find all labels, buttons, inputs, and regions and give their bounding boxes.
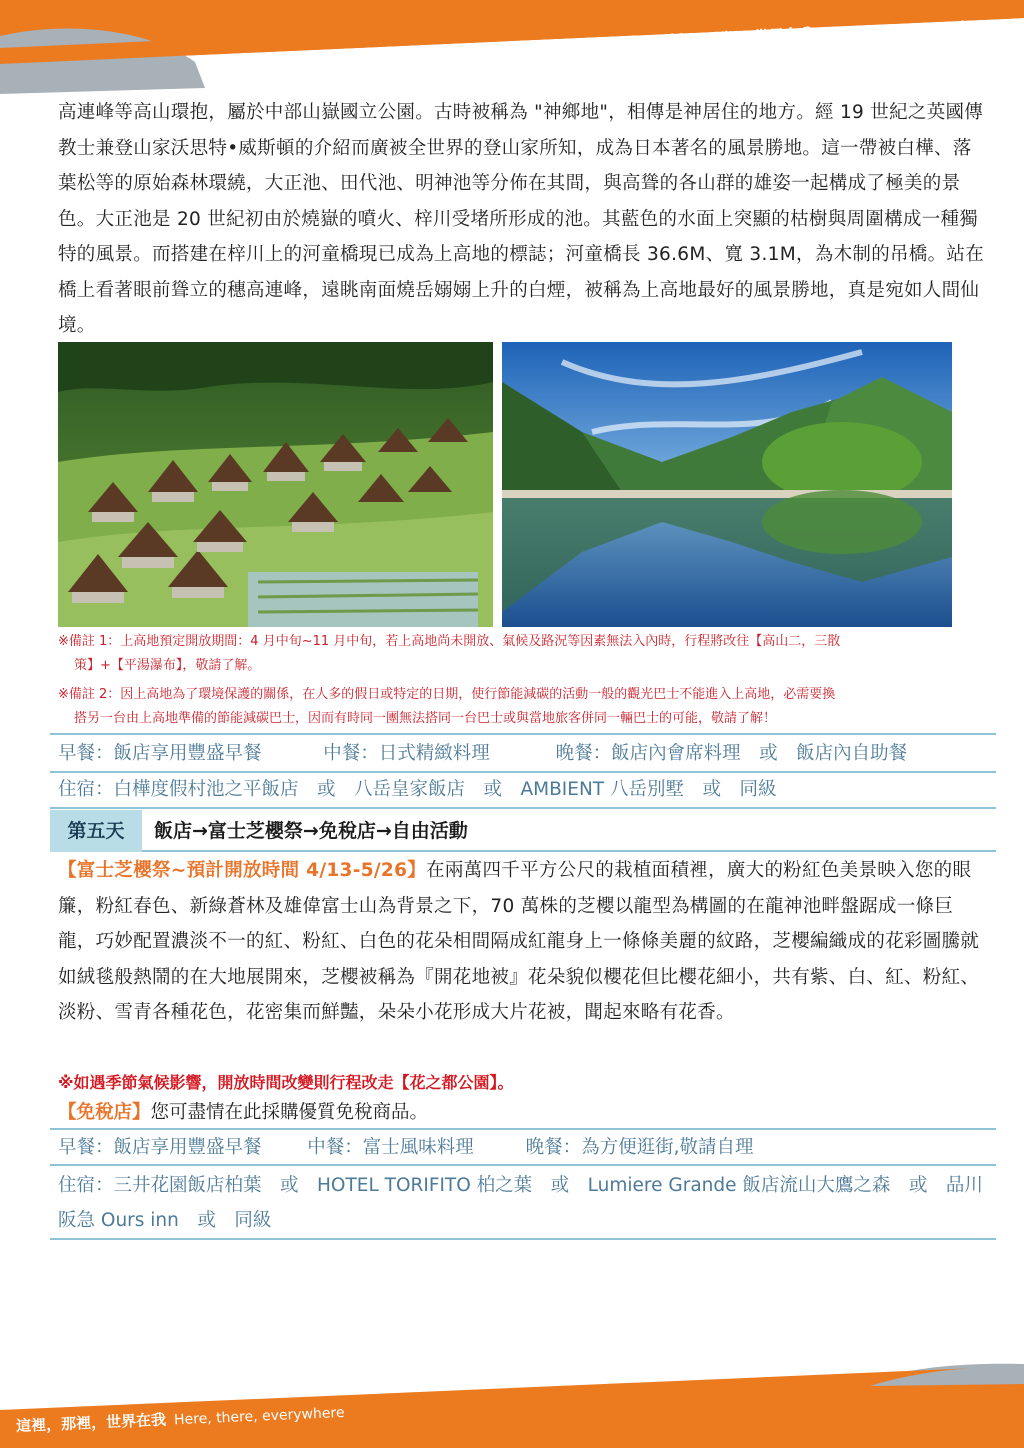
note-2-line-1: ※備註 2：因上高地為了環境保護的關係，在人多的假日或特定的日期，使行節能減碳的活動一般的觀光巴士不能進入上高地，必需要換 [58,687,836,702]
day5-paragraph [58,853,988,1031]
day5-title: 飯店→富士芝櫻祭→免稅店→自由活動 [154,820,468,842]
day5-description: 在兩萬四千平方公尺的栽植面積裡，廣大的粉紅色美景映入您的眼簾，粉紅春色、新綠蒼林及雄偉富士山為背景之下，70 萬株的芝櫻以龍型為構圖的在龍神池畔盤踞成一條巨龍，巧妙配置濃淡不一的紅、粉紅、白色的花朵相間隔成紅龍身上一條條美麗的紋路，芝櫻編織成的花彩圖騰就如絨毯般熱鬧的在大地展開來，芝櫻被稱為『開花地被』花朵貌似櫻花但比櫻花細小，共有紫、白、紅、粉紅、淡粉、雪青各種花色，花密集而鮮豔，朵朵小花形成大片花被，聞起來略有花香。 [58,860,980,1023]
day5-tab: 第五天 [50,810,142,852]
intro-paragraph: 高連峰等高山環抱，屬於中部山嶽國立公園。古時被稱為 "神鄉地"，相傳是神居住的地方。經 19 世紀之英國傳教士兼登山家沃思特•威斯頓的介紹而廣被全世界的登山家所知，成為日本著名的風景勝地。這一帶被白樺、落葉松等的原始森林環繞，大正池、田代池、明神池等分佈在其間，與高聳的各山群的雄姿一起構成了極美的景色。大正池是 20 世紀初由於燒嶽的噴火、梓川受堵所形成的池。其藍色的水面上突顯的枯樹與周圍構成一種獨特的風景。而搭建在梓川上的河童橋現已成為上高地的標誌；河童橋長 36.6M、寬 3.1M，為木制的吊橋。站在橋上看著眼前聳立的穗高連峰，遠眺南面燒岳嫋嫋上升的白煙，被稱為上高地最好的風景勝地，真是宛如人間仙境。 [58,102,985,336]
day5-meals-row [50,1128,996,1166]
note-2 [58,683,988,731]
footer-tagline-en: Here, there, everywhere [173,1404,345,1429]
day4-breakfast: 早餐：飯店享用豐盛早餐 [58,743,262,764]
kamikochi-lake-photo [502,342,952,627]
day4-dinner: 晚餐：飯店內會席料理 或 飯店內自助餐 [555,743,908,764]
day4-meals-row [50,733,996,773]
dutyfree-line [58,1098,428,1128]
footer-tagline-zh: 這裡，那裡，世界在我 [15,1410,167,1436]
note-2-line-2: 搭另一台由上高地準備的節能減碳巴士，因而有時同一團無法搭同一台巴士或與當地旅客併同一輛巴士的可能，敬請了解！ [74,711,777,726]
note-1-line-1: ※備註 1：上高地預定開放期間：4 月中旬~11 月中旬，若上高地尚未開放、氣候及路況等因素無法入內時，行程將改往【高山二，三散 [58,634,841,649]
day4-hotel-row: 住宿：白樺度假村池之平飯店 或 八岳皇家飯店 或 AMBIENT 八岳別墅 或 同級 [50,773,996,809]
header-banner [0,0,1024,100]
header-tagline-en: Here, there, everywhere [821,17,993,43]
dutyfree-text: 您可盡情在此採購優質免稅商品。 [150,1102,429,1123]
day5-heading [50,810,996,852]
day5-lunch: 中餐：富士風味料理 [307,1137,474,1158]
village-photo [58,342,493,627]
dutyfree-label: 【免稅店】 [58,1102,151,1123]
shibazakura-highlight: 【富士芝櫻祭~預計開放時間 4/13-5/26】 [58,860,427,881]
day4-lunch: 中餐：日式精緻料理 [323,743,490,764]
note-1 [58,630,988,678]
day5-warning: ※如遇季節氣候影響，開放時間改變則行程改走【花之都公園】。 [58,1073,514,1092]
day5-hotel-row: 住宿：三井花園飯店柏葉 或 HOTEL TORIFITO 柏之葉 或 Lumiere Grande 飯店流山大鷹之森 或 品川阪急 Ours inn 或 同級 [50,1166,996,1240]
day5-breakfast: 早餐：飯店享用豐盛早餐 [58,1137,262,1158]
footer-banner [0,1350,1024,1448]
note-1-line-2: 策】+【平湯瀑布】，敬請了解。 [74,658,261,673]
day5-dinner: 晚餐：為方便逛街,敬請自理 [525,1137,754,1158]
header-tagline-zh: 這裡，那裡，世界在我 [663,24,815,51]
